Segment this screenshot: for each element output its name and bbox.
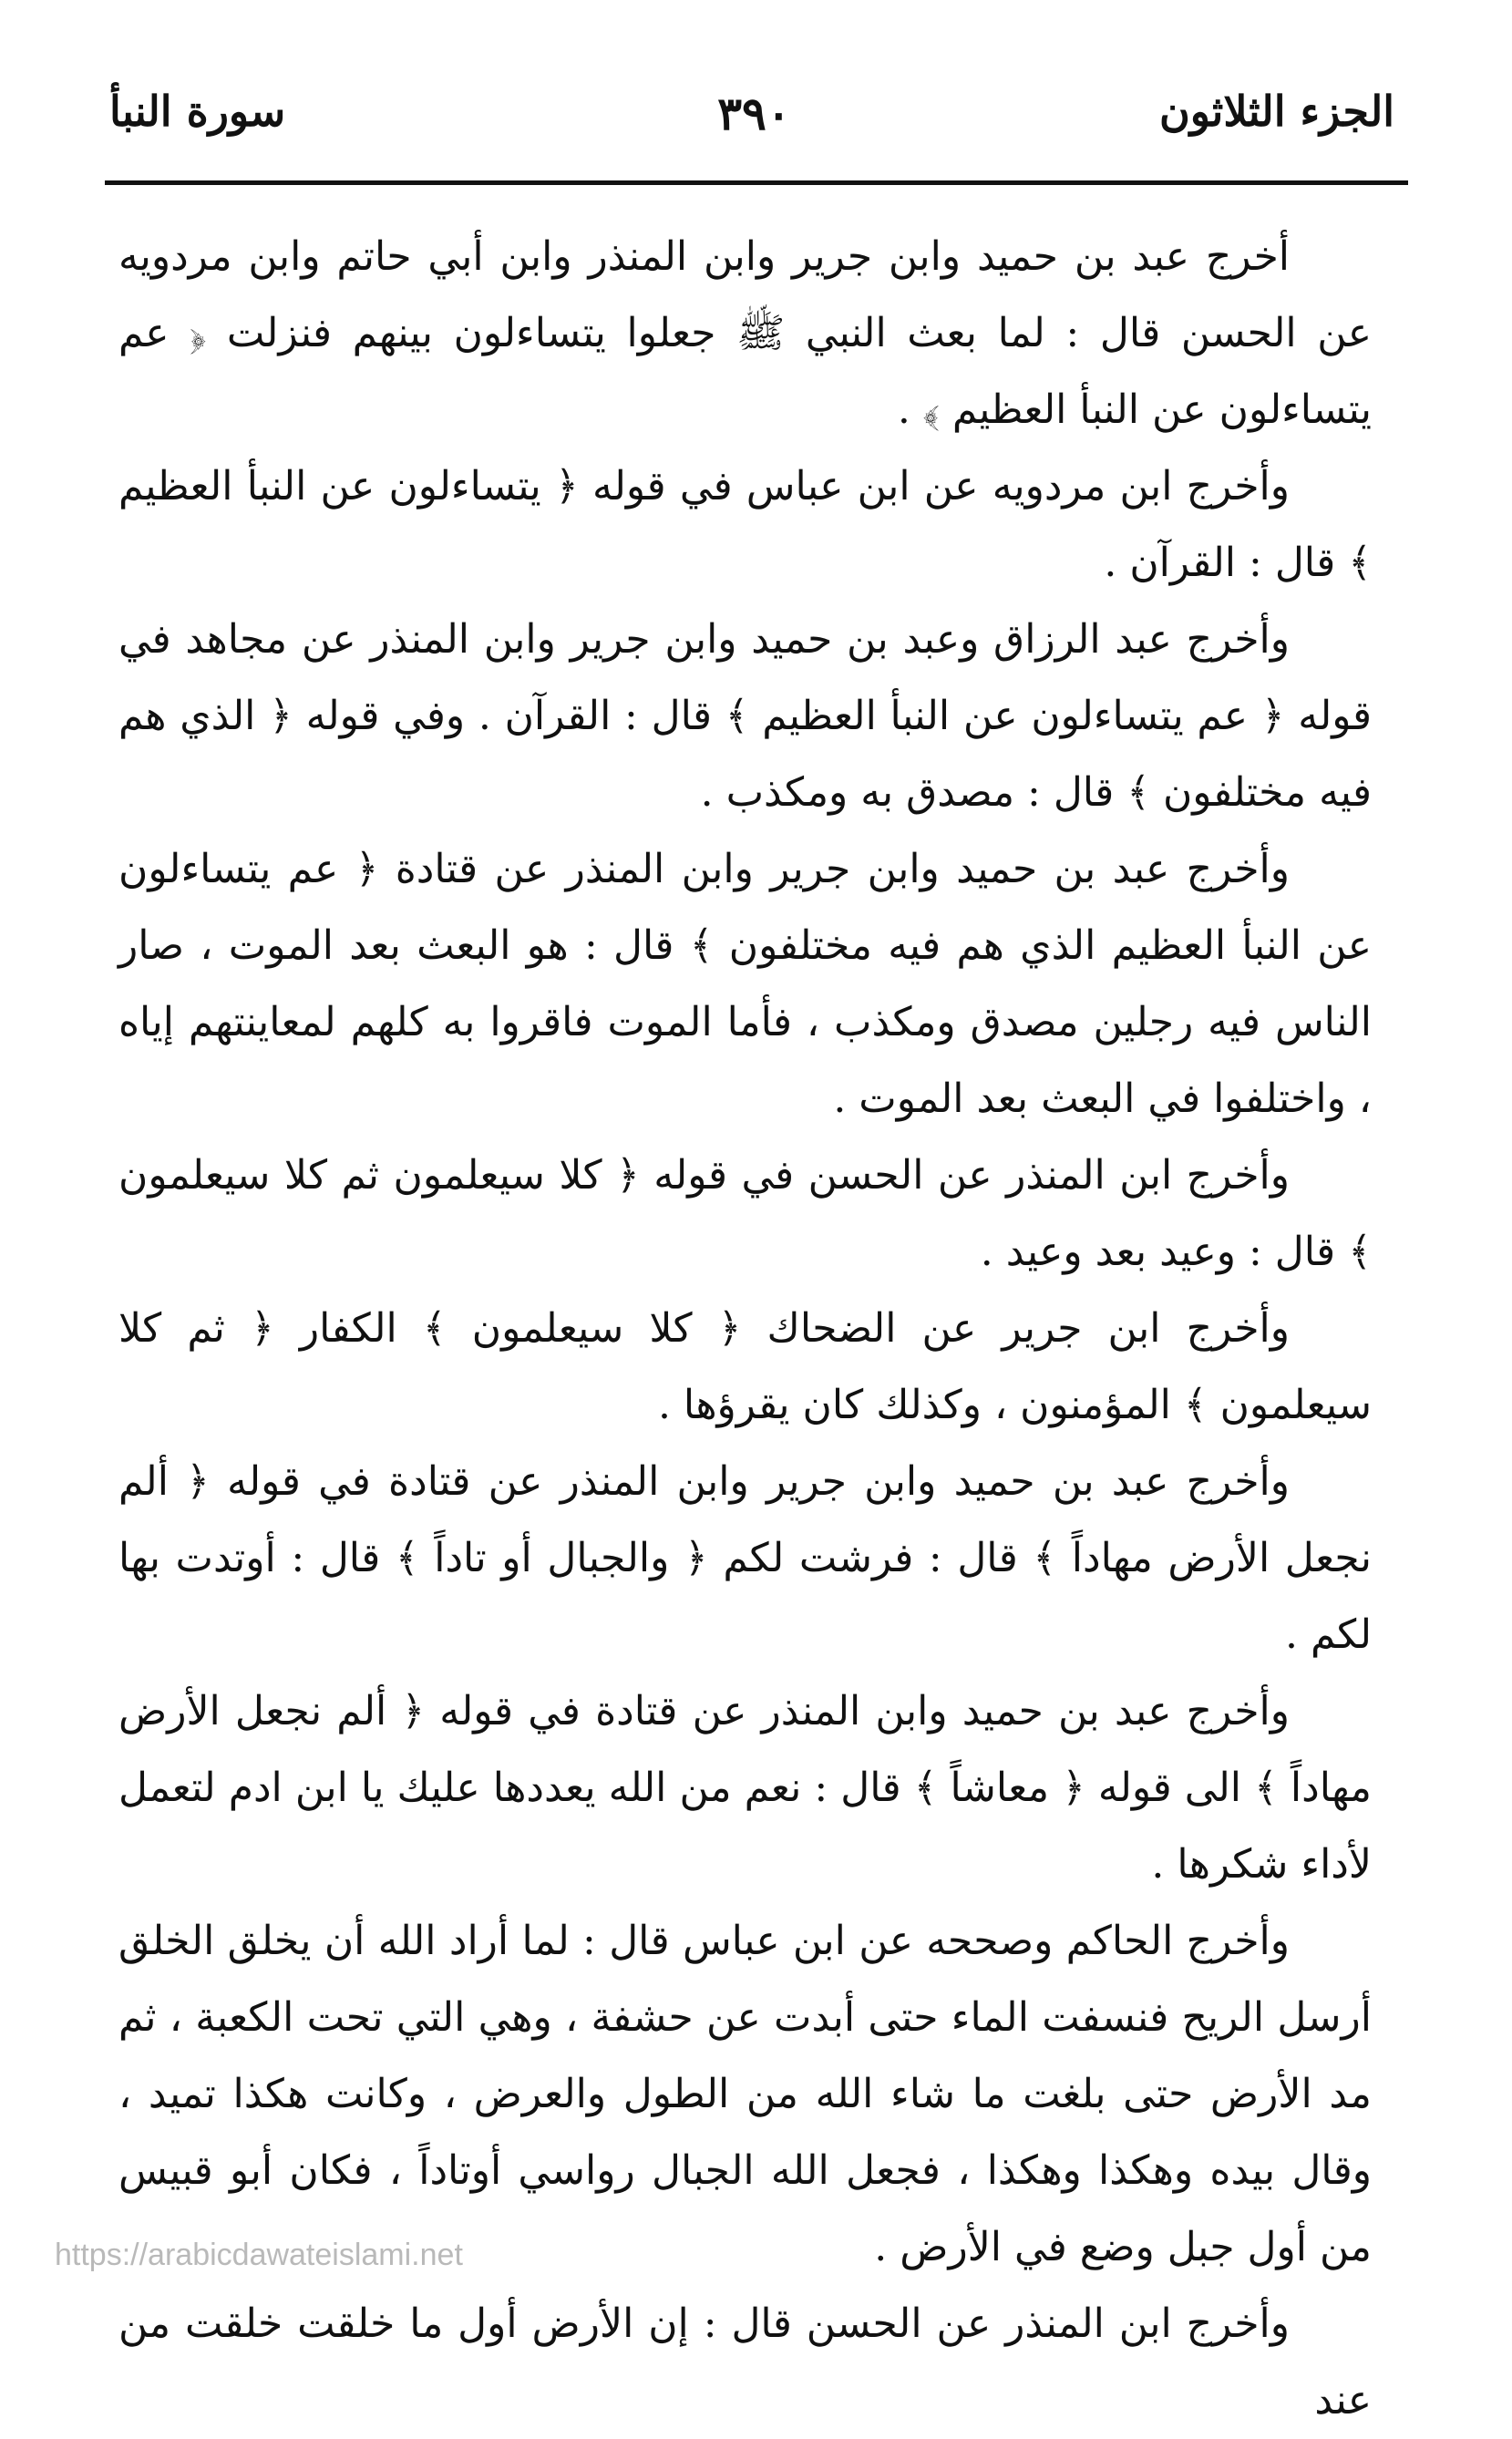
paragraph: وأخرج عبد بن حميد وابن جرير وابن المنذر عن قتادة ﴿ عم يتساءلون عن النبأ العظيم الذي هم فيه مختلفون ﴾ قال : هو البعث بعد الموت ، صار الناس فيه رجلين مصدق ومكذب ، فأما الموت فاقروا به كلهم لمعاينتهم إياه ، واختلفوا في البعث بعد الموت . [118, 846, 1372, 1122]
body-text [118, 219, 1372, 2439]
page-number: ٣٩٠ [717, 87, 791, 140]
part-title: الجزء الثلاثون [1159, 87, 1394, 136]
paragraph: وأخرج عبد بن حميد وابن جرير وابن المنذر عن قتادة في قوله ﴿ ألم نجعل الأرض مهاداً ﴾ قال : فرشت لكم ﴿ والجبال أو تاداً ﴾ قال : أوتدت بها لكم . [118, 1458, 1372, 1658]
paragraph: أخرج عبد بن حميد وابن جرير وابن المنذر وابن أبي حاتم وابن مردويه عن الحسن قال : لما بعث النبي ﷺ جعلوا يتساءلون بينهم فنزلت ﴿ عم يتساءلون عن النبأ العظيم ﴾ . [118, 233, 1372, 433]
header-rule [105, 180, 1408, 185]
paragraph: وأخرج الحاكم وصححه عن ابن عباس قال : لما أراد الله أن يخلق الخلق أرسل الريح فنسفت الماء حتى أبدت عن حشفة ، وهي التي تحت الكعبة ، ثم مد الأرض حتى بلغت ما شاء الله من الطول والعرض ، وكانت هكذا تميد ، وقال بيده وهكذا وهكذا ، فجعل الله الجبال رواسي أوتاداً ، فكان أبو قبيس من أول جبل وضع في الأرض . [118, 1918, 1372, 2270]
paragraph: وأخرج عبد بن حميد وابن المنذر عن قتادة في قوله ﴿ ألم نجعل الأرض مهاداً ﴾ الى قوله ﴿ معاشاً ﴾ قال : نعم من الله يعددها عليك يا ابن ادم لتعمل لأداء شكرها . [118, 1688, 1372, 1888]
surah-title: سورة النبأ [109, 87, 286, 136]
paragraph: وأخرج ابن جرير عن الضحاك ﴿ كلا سيعلمون ﴾ الكفار ﴿ ثم كلا سيعلمون ﴾ المؤمنون ، وكذلك كان يقرؤها . [118, 1305, 1372, 1428]
page-header [105, 87, 1404, 160]
watermark-url: https://arabicdawateislami.net [55, 2238, 463, 2272]
paragraph: وأخرج عبد الرزاق وعبد بن حميد وابن جرير وابن المنذر عن مجاهد في قوله ﴿ عم يتساءلون عن النبأ العظيم ﴾ قال : القرآن . وفي قوله ﴿ الذي هم فيه مختلفون ﴾ قال : مصدق به ومكذب . [118, 616, 1372, 816]
paragraph: وأخرج ابن المنذر عن الحسن في قوله ﴿ كلا سيعلمون ثم كلا سيعلمون ﴾ قال : وعيد بعد وعيد . [118, 1152, 1372, 1275]
paragraph: وأخرج ابن المنذر عن الحسن قال : إن الأرض أول ما خلقت خلقت من عند [118, 2300, 1372, 2424]
paragraph: وأخرج ابن مردويه عن ابن عباس في قوله ﴿ يتساءلون عن النبأ العظيم ﴾ قال : القرآن . [118, 463, 1372, 586]
